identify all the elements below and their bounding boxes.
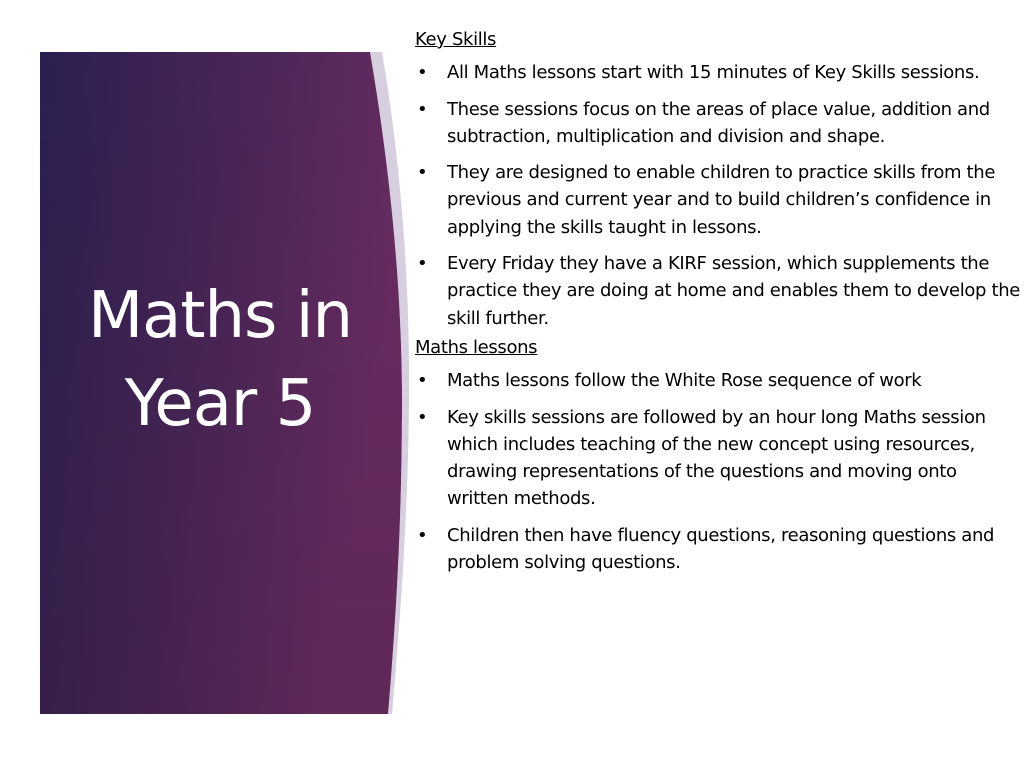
- slide-title-line-2: Year 5: [124, 367, 316, 441]
- section-heading-maths-lessons: Maths lessons: [415, 336, 538, 358]
- slide-title: [40, 272, 400, 448]
- bullet-list-maths-lessons: [415, 367, 1020, 576]
- bullet-item: • They are designed to enable children to practice skills from the previous and current year and to build children’s confidence in applying the skills taught in lessons.: [415, 159, 1020, 241]
- bullet-item: • Children then have fluency questions, reasoning questions and problem solving questions.: [415, 522, 1020, 577]
- bullet-list-key-skills: [415, 59, 1020, 332]
- bullet-item: • Key skills sessions are followed by an hour long Maths session which includes teaching of the new concept using resources, drawing representations of the questions and moving onto written methods.: [415, 404, 1020, 513]
- slide-title-line-1: Maths in: [87, 279, 353, 353]
- bullet-item: • Every Friday they have a KIRF session, which supplements the practice they are doing at home and enables them to develop the skill further.: [415, 250, 1020, 332]
- bullet-item: • These sessions focus on the areas of place value, addition and subtraction, multiplication and division and shape.: [415, 96, 1020, 151]
- slide-content: [415, 26, 1020, 585]
- bullet-item: • Maths lessons follow the White Rose sequence of work: [415, 367, 1020, 394]
- section-heading-key-skills: Key Skills: [415, 29, 497, 50]
- bullet-item: • All Maths lessons start with 15 minutes of Key Skills sessions.: [415, 59, 1020, 86]
